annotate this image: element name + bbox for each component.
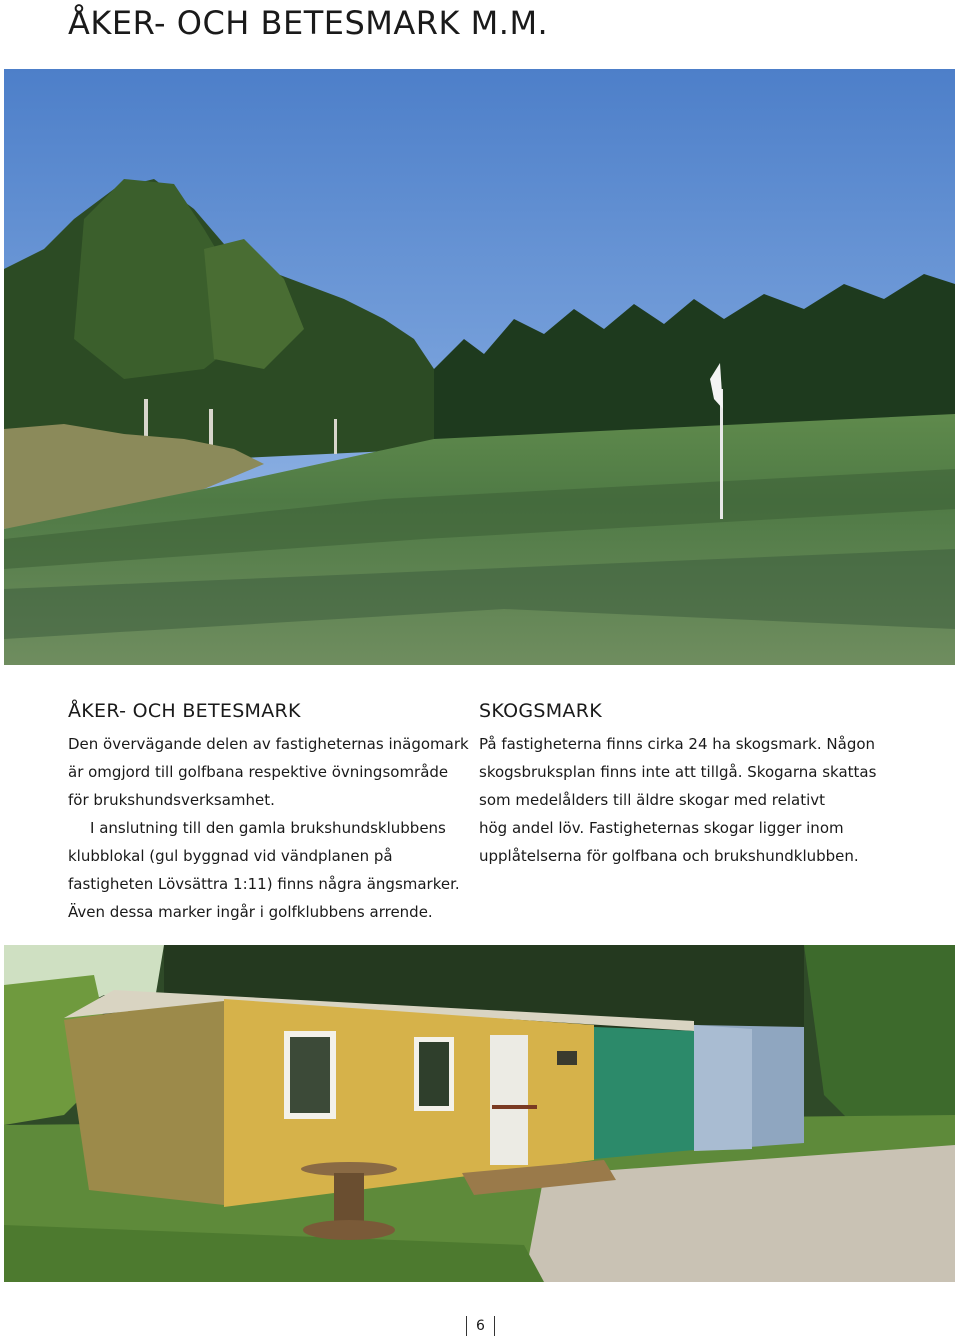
clubhouse-illustration xyxy=(4,945,955,1282)
text-line: upplåtelserna för golfbana och brukshundklubben. xyxy=(479,847,859,865)
section-heading: SKOGSMARK xyxy=(479,700,602,722)
text-line: hög andel löv. Fastigheternas skogar ligger inom xyxy=(479,819,844,837)
section-heading: ÅKER- OCH BETESMARK xyxy=(68,700,301,722)
section-body xyxy=(479,730,879,870)
text-line: är omgjord till golfbana respektive övningsområde xyxy=(68,763,449,781)
text-line: fastigheten Lövsättra 1:11) finns några ängsmarker. xyxy=(68,875,460,893)
page-title: ÅKER- OCH BETESMARK M.M. xyxy=(68,4,549,42)
text-line: På fastigheterna finns cirka 24 ha skogsmark. Någon xyxy=(479,735,876,753)
text-line: Den övervägande delen av fastigheternas inägomark xyxy=(68,735,469,753)
text-line: skogsbruksplan finns inte att tillgå. Skogarna skattas xyxy=(479,763,877,781)
text-line: klubblokal (gul byggnad vid vändplanen på xyxy=(68,847,393,865)
page-number: 6 xyxy=(466,1316,495,1336)
golf-course-illustration xyxy=(4,69,955,665)
text-line: för brukshundsverksamhet. xyxy=(68,791,275,809)
arable-land-section xyxy=(68,700,469,926)
text-line: I anslutning till den gamla brukshundsklubbens xyxy=(90,819,446,837)
forest-land-section xyxy=(479,700,879,870)
text-line: som medelålders till äldre skogar med relativt xyxy=(479,791,826,809)
text-line: Även dessa marker ingår i golfklubbens arrende. xyxy=(68,903,433,921)
golf-course-photo xyxy=(4,69,955,665)
section-body xyxy=(68,730,469,926)
clubhouse-photo xyxy=(4,945,955,1282)
